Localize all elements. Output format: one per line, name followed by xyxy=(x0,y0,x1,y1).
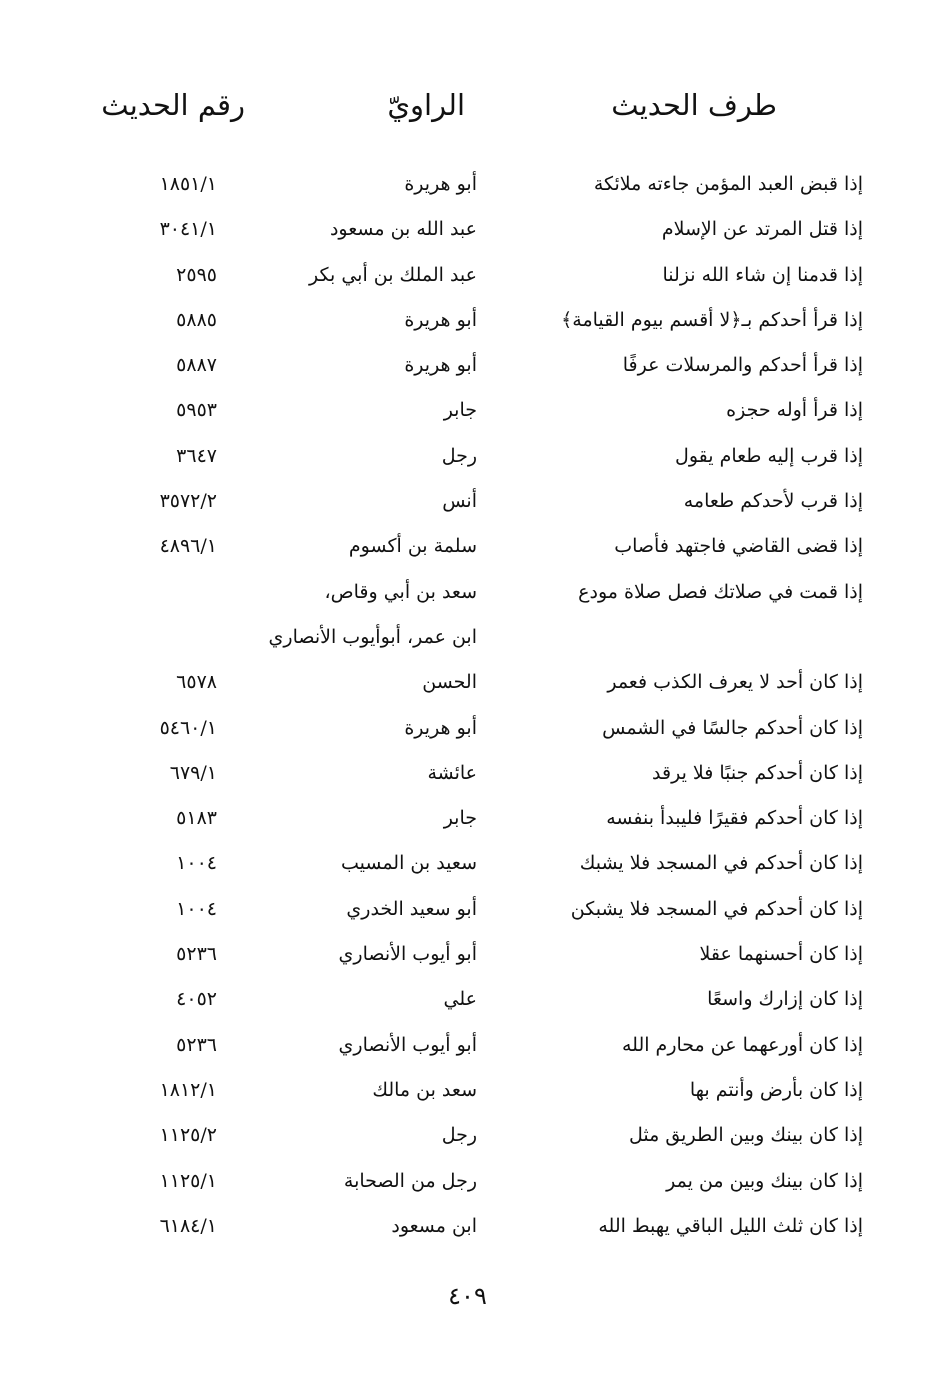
hadith-number: ٣٦٤٧ xyxy=(176,444,217,467)
hadith-text: إذا كان أحدكم في المسجد فلا يشبكن xyxy=(570,897,863,920)
hadith-text: إذا قرب لأحدكم طعامه xyxy=(683,490,863,513)
hadith-number: ٤٨٩٦/١ xyxy=(159,535,217,558)
narrator-name: رجل xyxy=(441,444,477,467)
hadith-number: ٤٠٥٢ xyxy=(176,988,217,1011)
hadith-text: إذا كان إزارك واسعًا xyxy=(707,988,863,1011)
hadith-number: ٦١٨٤/١ xyxy=(159,1214,217,1237)
narrator-name: أبو هريرة xyxy=(404,716,477,739)
hadith-text: إذا كان أحدكم جالسًا في الشمس xyxy=(602,716,863,739)
table-row xyxy=(0,751,935,796)
hadith-text: إذا كان بأرض وأنتم بها xyxy=(689,1078,863,1101)
narrator-name: عبد الملك بن أبي بكر xyxy=(309,263,477,286)
table-row xyxy=(0,162,935,207)
hadith-text: إذا كان أحسنهما عقلا xyxy=(699,943,863,966)
hadith-number: ٢٥٩٥ xyxy=(176,263,217,286)
table-row xyxy=(0,434,935,479)
narrator-name: أبو أيوب الأنصاري xyxy=(338,1033,477,1056)
hadith-text: إذا قبض العبد المؤمن جاءته ملائكة xyxy=(593,173,863,195)
narrator-name: أنس xyxy=(442,490,477,513)
hadith-text: إذا قرأ أحدكم بـ﴿لا أقسم بيوم القيامة﴾ xyxy=(561,308,863,331)
hadith-text: إذا قرأ أوله حجزه xyxy=(726,399,863,422)
table-row xyxy=(0,841,935,886)
hadith-text: إذا قدمنا إن شاء الله نزلنا xyxy=(662,263,863,286)
hadith-text: إذا قرب إليه طعام يقول xyxy=(675,444,863,467)
narrator-name: رجل xyxy=(441,1124,477,1147)
hadith-text: إذا كان أحد لا يعرف الكذب فعمر xyxy=(607,671,863,694)
hadith-text: إذا كان أورعهما عن محارم الله xyxy=(621,1033,863,1056)
narrator-name: أبو هريرة xyxy=(404,354,477,377)
hadith-text: إذا كان بينك وبين الطريق مثل xyxy=(628,1124,863,1147)
table-row xyxy=(0,1113,935,1158)
hadith-number: ١١٢٥/٢ xyxy=(159,1124,217,1147)
hadith-number: ٣٠٤١/١ xyxy=(159,218,217,241)
narrator-name: الحسن xyxy=(422,671,477,694)
table-row xyxy=(0,1159,935,1204)
table-row xyxy=(0,253,935,298)
narrator-name: جابر xyxy=(443,399,477,422)
hadith-number: ١١٢٥/١ xyxy=(159,1169,217,1192)
hadith-text: إذا كان أحدكم جنبًا فلا يرقد xyxy=(652,761,863,784)
table-row xyxy=(0,388,935,433)
hadith-number: ٥٨٨٥ xyxy=(176,308,217,331)
hadith-number: ٥٢٣٦ xyxy=(176,1033,217,1056)
table-row xyxy=(0,796,935,841)
narrator-name: رجل من الصحابة xyxy=(343,1169,477,1192)
hadith-number: ٥٩٥٣ xyxy=(176,399,217,422)
table-row xyxy=(0,479,935,524)
hadith-text: إذا كان ثلث الليل الباقي يهبط الله xyxy=(598,1214,863,1237)
table-row xyxy=(0,1068,935,1113)
narrator-name: ابن عمر، أبوأيوب الأنصاري xyxy=(268,625,477,648)
hadith-number: ١٠٠٤ xyxy=(176,897,217,920)
index-table xyxy=(0,162,935,1249)
table-row-continuation xyxy=(0,615,935,660)
narrator-name: ابن مسعود xyxy=(391,1214,477,1237)
narrator-name: عبد الله بن مسعود xyxy=(329,218,477,241)
table-row xyxy=(0,977,935,1022)
narrator-name: أبو هريرة xyxy=(404,173,477,195)
hadith-number: ٥٤٦٠/١ xyxy=(159,716,217,739)
narrator-name: علي xyxy=(443,988,477,1011)
page-number: ٤٠٩ xyxy=(448,1282,487,1310)
hadith-number: ١٠٠٤ xyxy=(176,852,217,875)
column-header-number: رقم الحديث xyxy=(101,88,245,122)
hadith-text: إذا قضى القاضي فاجتهد فأصاب xyxy=(614,535,863,558)
hadith-number: ٦٥٧٨ xyxy=(176,671,217,694)
table-row xyxy=(0,932,935,977)
hadith-number: ١٨٥١/١ xyxy=(159,173,217,195)
table-row xyxy=(0,887,935,932)
hadith-text: إذا قمت في صلاتك فصل صلاة مودع xyxy=(578,580,863,603)
hadith-number: ٥١٨٣ xyxy=(176,807,217,830)
table-row xyxy=(0,207,935,252)
column-header-hadith: طرف الحديث xyxy=(611,88,777,122)
table-row xyxy=(0,1023,935,1068)
hadith-text: إذا كان أحدكم فقيرًا فليبدأ بنفسه xyxy=(606,807,863,830)
narrator-name: سعد بن مالك xyxy=(372,1078,477,1101)
hadith-number: ٥٢٣٦ xyxy=(176,943,217,966)
table-row xyxy=(0,524,935,569)
hadith-text: إذا قرأ أحدكم والمرسلات عرفًا xyxy=(622,354,863,377)
hadith-number: ٦٧٩/١ xyxy=(169,761,217,784)
table-row xyxy=(0,1204,935,1249)
hadith-text: إذا قتل المرتد عن الإسلام xyxy=(661,218,863,241)
hadith-text: إذا كان بينك وبين من يمر xyxy=(666,1169,863,1192)
table-row xyxy=(0,298,935,343)
narrator-name: سعد بن أبي وقاص، xyxy=(324,580,477,603)
hadith-text: إذا كان أحدكم في المسجد فلا يشبك xyxy=(579,852,863,875)
hadith-number: ٣٥٧٢/٢ xyxy=(159,490,217,513)
hadith-number: ١٨١٢/١ xyxy=(159,1078,217,1101)
hadith-number: ٥٨٨٧ xyxy=(176,354,217,377)
table-row xyxy=(0,660,935,705)
narrator-name: أبو هريرة xyxy=(404,308,477,331)
column-header-narrator: الراويّ xyxy=(387,88,465,122)
table-row xyxy=(0,706,935,751)
narrator-name: عائشة xyxy=(427,761,477,784)
narrator-name: سلمة بن أكسوم xyxy=(348,535,477,558)
table-row xyxy=(0,570,935,615)
narrator-name: جابر xyxy=(443,807,477,830)
narrator-name: أبو أيوب الأنصاري xyxy=(338,943,477,966)
narrator-name: أبو سعيد الخدري xyxy=(346,897,477,920)
table-row xyxy=(0,343,935,388)
narrator-name: سعيد بن المسيب xyxy=(340,852,477,875)
